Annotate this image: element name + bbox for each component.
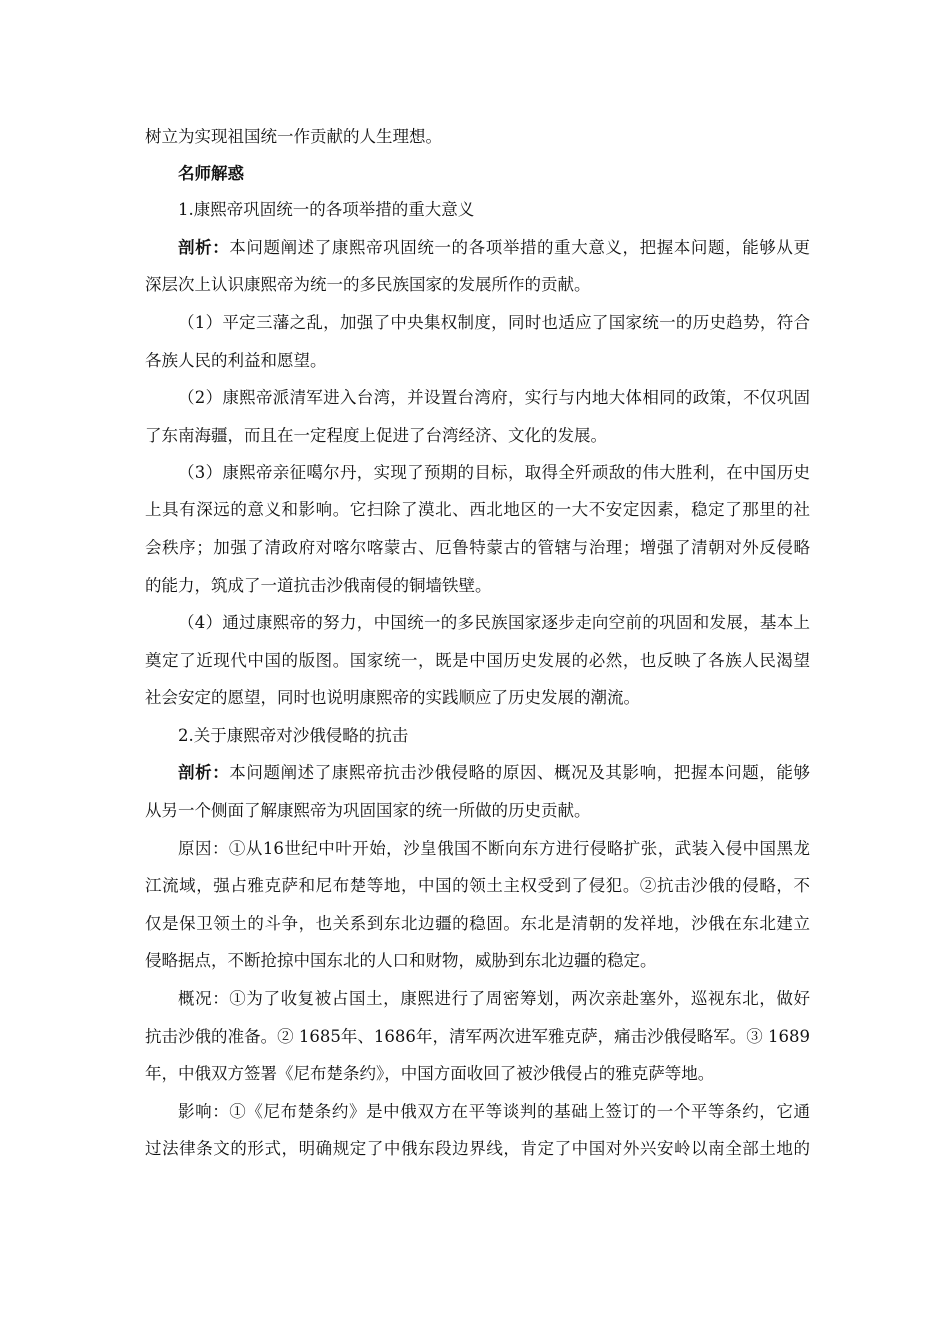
paragraph-line: 概况：①为了收复被占国土，康熙进行了周密筹划，两次亲赴塞外，巡视东北，做好 — [178, 989, 810, 1008]
subheading: 2.关于康熙帝对沙俄侵略的抗击 — [178, 726, 409, 745]
paragraph-line — [178, 763, 810, 783]
paragraph-line: 过法律条文的形式，明确规定了中俄东段边界线，肯定了中国对外兴安岭以南全部土地的 — [145, 1139, 810, 1158]
paragraph-line: 会秩序；加强了清政府对喀尔喀蒙古、厄鲁特蒙古的管辖与治理；增强了清朝对外反侵略 — [145, 538, 810, 557]
paragraph-line: 仅是保卫领土的斗争，也关系到东北边疆的稳固。东北是清朝的发祥地，沙俄在东北建立 — [145, 914, 810, 933]
paragraph-line: 江流域，强占雅克萨和尼布楚等地，中国的领土主权受到了侵犯。②抗击沙俄的侵略，不 — [145, 876, 810, 895]
analysis-label: 剖析： — [178, 763, 230, 782]
paragraph-line: 奠定了近现代中国的版图。国家统一，既是中国历史发展的必然，也反映了各族人民渴望 — [145, 651, 810, 670]
analysis-text: 本问题阐述了康熙帝巩固统一的各项举措的重大意义，把握本问题，能够从更 — [229, 238, 811, 257]
paragraph-line: 侵略据点，不断抢掠中国东北的人口和财物，威胁到东北边疆的稳定。 — [145, 951, 657, 970]
paragraph-line: 年，中俄双方签署《尼布楚条约》，中国方面收回了被沙俄侵占的雅克萨等地。 — [145, 1064, 715, 1083]
paragraph-line: 树立为实现祖国统一作贡献的人生理想。 — [145, 127, 442, 146]
paragraph-line: （1）平定三藩之乱，加强了中央集权制度，同时也适应了国家统一的历史趋势，符合 — [178, 313, 810, 332]
paragraph-line: （2）康熙帝派清军进入台湾，并设置台湾府，实行与内地大体相同的政策，不仅巩固 — [178, 388, 810, 407]
paragraph-line: 各族人民的利益和愿望。 — [145, 351, 327, 370]
paragraph-line: 的能力，筑成了一道抗击沙俄南侵的铜墙铁壁。 — [145, 576, 492, 595]
section-heading: 名师解惑 — [178, 164, 244, 183]
paragraph-line: （3）康熙帝亲征噶尔丹，实现了预期的目标，取得全歼顽敌的伟大胜利，在中国历史 — [178, 463, 810, 482]
paragraph-line: 抗击沙俄的准备。② 1685年、1686年，清军两次进军雅克萨，痛击沙俄侵略军。③ 1689 — [145, 1027, 810, 1046]
paragraph-line: 影响：①《尼布楚条约》是中俄双方在平等谈判的基础上签订的一个平等条约，它通 — [178, 1102, 810, 1121]
paragraph-line: 从另一个侧面了解康熙帝为巩固国家的统一所做的历史贡献。 — [145, 801, 591, 820]
paragraph-line: 上具有深远的意义和影响。它扫除了漠北、西北地区的一大不安定因素，稳定了那里的社 — [145, 500, 810, 519]
paragraph-line: 社会安定的愿望，同时也说明康熙帝的实践顺应了历史发展的潮流。 — [145, 688, 640, 707]
paragraph-line: （4）通过康熙帝的努力，中国统一的多民族国家逐步走向空前的巩固和发展，基本上 — [178, 613, 810, 632]
paragraph-line — [178, 238, 810, 258]
subheading: 1.康熙帝巩固统一的各项举措的重大意义 — [178, 200, 475, 219]
paragraph-line: 了东南海疆，而且在一定程度上促进了台湾经济、文化的发展。 — [145, 426, 607, 445]
paragraph-line: 深层次上认识康熙帝为统一的多民族国家的发展所作的贡献。 — [145, 275, 591, 294]
paragraph-line: 原因：①从16世纪中叶开始，沙皇俄国不断向东方进行侵略扩张，武装入侵中国黑龙 — [178, 839, 810, 858]
analysis-text: 本问题阐述了康熙帝抗击沙俄侵略的原因、概况及其影响，把握本问题，能够 — [229, 763, 811, 782]
analysis-label: 剖析： — [178, 238, 230, 257]
